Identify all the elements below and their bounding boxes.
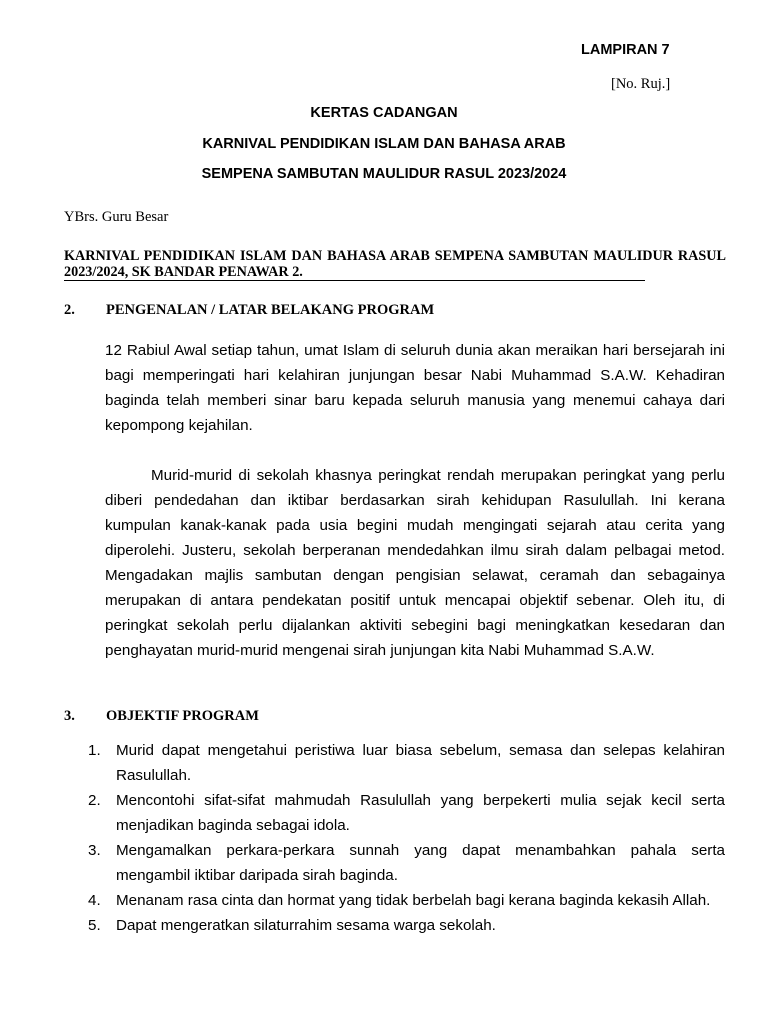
objective-number: 2. (88, 792, 101, 809)
subject-underline (64, 280, 645, 281)
objective-number: 4. (88, 892, 101, 909)
section-2-paragraph-2: Murid-murid di sekolah khasnya peringkat rendah merupakan peringkat yang perlu diberi pendedahan dan iktibar berdasarkan sirah kehidupan Rasulullah. Ini kerana kumpulan kanak-kanak pada usia begini mudah mengingati sejarah atau cerita yang diperolehi. Justeru, sekolah berperanan mendedahkan ilmu sirah dalam pelbagai metod. Mengadakan majlis sambutan dengan pengisian selawat, ceramah dan sebagainya merupakan di antara pendekatan positif untuk mencapai objektif sebenar. Oleh itu, di peringkat sekolah perlu dijalankan aktiviti sebegini bagi meningkatkan kesedaran dan penghayatan murid-murid mengenai sirah junjungan kita Nabi Muhammad S.A.W. (105, 467, 725, 659)
objective-item (88, 738, 725, 788)
section-2-paragraph-1: 12 Rabiul Awal setiap tahun, umat Islam di seluruh dunia akan meraikan hari bersejarah ini bagi memperingati hari kelahiran junjungan besar Nabi Muhammad S.A.W. Kehadiran baginda telah memberi sinar baru kepada seluruh manusia yang menemui cahaya dari kepompong kejahilan. (105, 342, 725, 434)
section-2-title: PENGENALAN / LATAR BELAKANG PROGRAM (106, 302, 435, 318)
objective-text: Mencontohi sifat-sifat mahmudah Rasulullah yang berpekerti mulia sejak kecil serta menjadikan baginda sebagai idola. (116, 792, 725, 834)
document-title: KERTAS CADANGAN (310, 105, 458, 121)
reference-number: [No. Ruj.] (611, 76, 671, 92)
objective-text: Dapat mengeratkan silaturrahim sesama warga sekolah. (116, 917, 496, 934)
section-3-title: OBJEKTIF PROGRAM (106, 708, 259, 724)
objective-number: 1. (88, 742, 101, 759)
objective-text: Murid dapat mengetahui peristiwa luar biasa sebelum, semasa dan selepas kelahiran Rasulullah. (116, 742, 725, 784)
objective-item (88, 888, 725, 913)
objective-number: 3. (88, 842, 101, 859)
objective-text: Mengamalkan perkara-perkara sunnah yang dapat menambahkan pahala serta mengambil iktibar daripada sirah baginda. (116, 842, 725, 884)
program-title: KARNIVAL PENDIDIKAN ISLAM DAN BAHASA ARAB (202, 136, 566, 152)
section-2-number: 2. (64, 302, 75, 318)
occasion-title: SEMPENA SAMBUTAN MAULIDUR RASUL 2023/2024 (201, 166, 567, 182)
objective-text: Menanam rasa cinta dan hormat yang tidak berbelah bagi kerana baginda kekasih Allah. (116, 892, 711, 909)
lampiran-label: LAMPIRAN 7 (581, 42, 670, 58)
objective-item (88, 913, 725, 938)
objective-item (88, 788, 725, 838)
objective-number: 5. (88, 917, 101, 934)
objectives-list (88, 738, 725, 938)
subject-heading: KARNIVAL PENDIDIKAN ISLAM DAN BAHASA ARAB SEMPENA SAMBUTAN MAULIDUR RASUL 2023/2024, SK BANDAR PENAWAR 2. (64, 248, 726, 280)
recipient-line: YBrs. Guru Besar (64, 209, 169, 225)
section-3-number: 3. (64, 708, 75, 724)
objective-item (88, 838, 725, 888)
